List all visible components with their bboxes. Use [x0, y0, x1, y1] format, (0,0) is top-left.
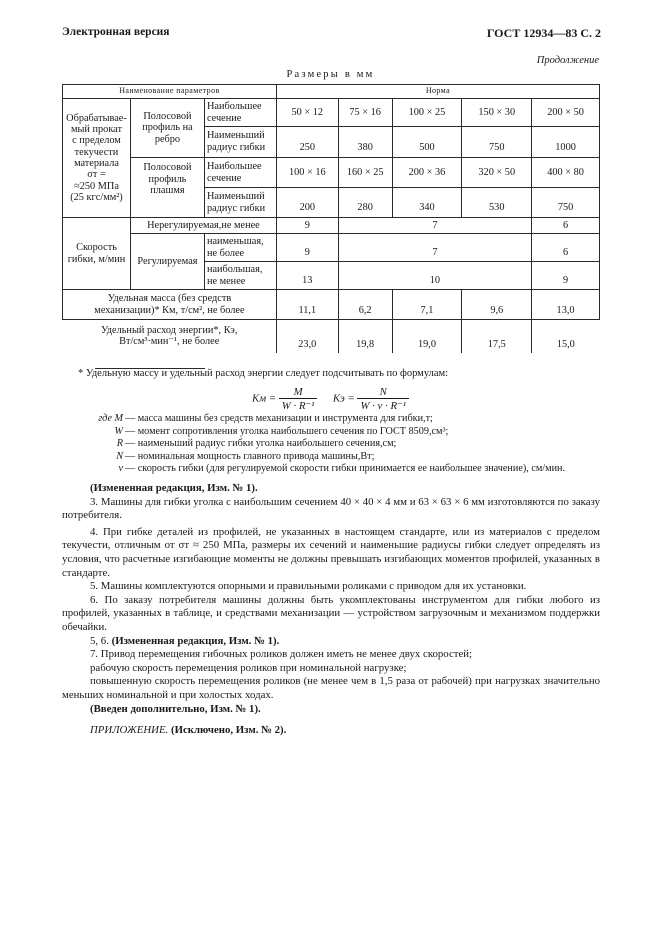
- table-cell: 200 × 50: [532, 99, 600, 127]
- definition-item: v — скорость гибки (для регулируемой скорости гибки принимается ее наибольшее значение), см/мин.: [118, 463, 566, 474]
- table-cell: 150 × 30: [462, 99, 532, 127]
- formula-km-den: W · R⁻¹: [281, 400, 315, 412]
- footnote: * Удельную массу и удельный расход энергии следует подсчитывать по формулам:: [78, 368, 449, 379]
- table-cell: 6,2: [338, 290, 392, 320]
- table-cell: 750: [462, 127, 532, 158]
- body-text: [62, 482, 600, 738]
- table-cell: 380: [338, 127, 392, 158]
- table-row: [63, 290, 600, 320]
- table-cell: 9: [276, 234, 338, 262]
- paragraph-7b: рабочую скорость перемещения роликов при номинальной нагрузке;: [90, 661, 407, 674]
- header-left: Электронная версия: [62, 26, 170, 38]
- min-radius-label: Наименьший радиус гибки: [204, 188, 276, 218]
- table-cell: 400 × 80: [532, 158, 600, 188]
- group1-line: ≈250 МПа: [74, 180, 119, 192]
- paragraph-6: 6. По заказу потребителя машины должны быть укомплектованы инструментом для гибки любого из профилей, указанных в таблице, и средствами механизации — устройством загрузочным и механизмом поддержки обечайки.: [62, 593, 600, 633]
- head-norm: Норма: [276, 85, 599, 99]
- table-cell: 19,8: [338, 320, 392, 353]
- max-section-label: Наибольшее сечение: [204, 158, 276, 188]
- paragraph-7a: 7. Привод перемещения гибочных роликов должен иметь не менее двух скоростей;: [90, 648, 473, 661]
- continuation-label: Продолжение: [536, 55, 599, 66]
- group1-line: σт =: [87, 169, 106, 181]
- speed-label: Скорость гибки, м/мин: [63, 218, 131, 290]
- formula-km-lhs: Kм =: [252, 392, 277, 405]
- lowest-label: наименьшая, не более: [204, 234, 276, 262]
- table-cell: 500: [392, 127, 462, 158]
- paragraph-4: 4. При гибке деталей из профилей, не указанных в настоящем стандарте, или из материалов с пределом текучести, отличным от σт ≈ 250 МПа, размеры их сечений и наименьшие радиусы гибки следует определять из условия, что расчетные изгибающие моменты не должны превышать изгибающих моментов профилей, указанных в стандарте.: [62, 525, 600, 579]
- group1-line: материала: [74, 158, 119, 169]
- table-row: [63, 158, 600, 188]
- table-cell: 100 × 25: [392, 99, 462, 127]
- group1-cell: [63, 99, 131, 218]
- paragraph-5: 5. Машины комплектуются опорными и правильными роликами с приводом для их установки.: [90, 580, 527, 593]
- table-cell: 10: [338, 262, 531, 290]
- unregulated-label: Нерегулируемая,не менее: [130, 218, 276, 234]
- table-cell: 160 × 25: [338, 158, 392, 188]
- table-cell: 200: [276, 188, 338, 218]
- table-cell: 7: [338, 218, 531, 234]
- table-row: [63, 320, 600, 353]
- revision-note: (Измененная редакция, Изм. № 1).: [90, 482, 258, 494]
- table-cell: 7: [338, 234, 531, 262]
- profile-flat: Полосовой профиль плашмя: [130, 158, 204, 218]
- table-cell: 7,1: [392, 290, 462, 320]
- group1-line: с пределом: [72, 135, 121, 147]
- formula-ke-lhs: Kэ =: [332, 392, 355, 405]
- table-cell: 1000: [532, 127, 600, 158]
- appendix-note: ПРИЛОЖЕНИЕ. (Исключено, Изм. № 2).: [90, 724, 287, 737]
- group1-line: (25 кгс/мм²): [70, 191, 123, 203]
- table-cell: 280: [338, 188, 392, 218]
- definition-item: N — номинальная мощность главного привода машины,Вт;: [116, 450, 375, 462]
- profile-rib: Полосовой профиль на ребро: [130, 99, 204, 158]
- paragraph-3: 3. Машины для гибки уголка с наибольшим сечением 40 × 40 × 4 мм и 63 × 63 × 6 мм изготовляются по заказу потребителя.: [62, 495, 600, 522]
- head-param: Наименование параметров: [63, 85, 277, 99]
- table-cell: 9,6: [462, 290, 532, 320]
- table-cell: 6: [532, 234, 600, 262]
- table-cell: 13: [276, 262, 338, 290]
- table-cell: 750: [532, 188, 600, 218]
- table-row: [63, 99, 600, 127]
- table-cell: 23,0: [276, 320, 338, 353]
- table-cell: 200 × 36: [392, 158, 462, 188]
- paragraph-5-6-revision: 5, 6. (Измененная редакция, Изм. № 1).: [90, 634, 280, 647]
- table-cell: 19,0: [392, 320, 462, 353]
- definition-item: R — наименьший радиус гибки уголка наибольшего сечения,см;: [116, 438, 397, 449]
- formula-ke-fraction: [357, 386, 409, 412]
- header-right: ГОСТ 12934—83 С. 2: [486, 26, 601, 40]
- group1-line: Обрабатывае-: [66, 112, 127, 124]
- table-cell: 100 × 16: [276, 158, 338, 188]
- table-cell: 320 × 50: [462, 158, 532, 188]
- table-cell: 530: [462, 188, 532, 218]
- formula-ke-num: N: [357, 386, 409, 399]
- highest-label: наибольшая, не менее: [204, 262, 276, 290]
- table-cell: 50 × 12: [276, 99, 338, 127]
- table-cell: 13,0: [532, 290, 600, 320]
- max-section-label: Наибольшее сечение: [204, 99, 276, 127]
- regulated-label: Регулируемая: [130, 234, 204, 290]
- table-cell: 11,1: [276, 290, 338, 320]
- group1-line: текучести: [74, 146, 119, 158]
- table-cell: 75 × 16: [338, 99, 392, 127]
- table-row: [63, 218, 600, 234]
- added-note: (Введен дополнительно, Изм. № 1).: [90, 702, 261, 715]
- energy-label: Удельный расход энергии*, Кэ, Вт/см³·мин⁻¹, не более: [63, 320, 277, 353]
- formula-ke-den: W · v · R⁻¹: [360, 400, 406, 412]
- formula-km-num: M: [279, 386, 318, 399]
- table-cell: 17,5: [462, 320, 532, 353]
- definition-item: W — момент сопротивления уголка наибольшего сечения по ГОСТ 8509,см³;: [114, 425, 449, 437]
- min-radius-label: Наименьший радиус гибки: [204, 127, 276, 158]
- mass-label: Удельная масса (без средств механизации)* Км, т/см², не более: [63, 290, 277, 320]
- definitions-list: [90, 413, 610, 476]
- table-header-row: [63, 85, 600, 99]
- definition-item: где M — масса машины без средств механизации и инструмента для гибки,т;: [98, 413, 433, 424]
- parameters-table: [62, 84, 600, 353]
- formula-block: [0, 386, 661, 412]
- table-cell: 9: [276, 218, 338, 234]
- table-cell: 340: [392, 188, 462, 218]
- formula-km-fraction: [279, 386, 318, 412]
- group1-line: мый прокат: [71, 124, 122, 136]
- table-cell: 15,0: [532, 320, 600, 353]
- paragraph-7c: повышенную скорость перемещения роликов (не менее чем в 1,5 раза от рабочей) при нагрузках значительно меньших номинальной и при холостых ходах.: [62, 675, 600, 701]
- table-cell: 6: [532, 218, 600, 234]
- table-row: [63, 234, 600, 262]
- table-cell: 9: [532, 262, 600, 290]
- table-caption: Размеры в мм: [286, 69, 375, 80]
- table-cell: 250: [276, 127, 338, 158]
